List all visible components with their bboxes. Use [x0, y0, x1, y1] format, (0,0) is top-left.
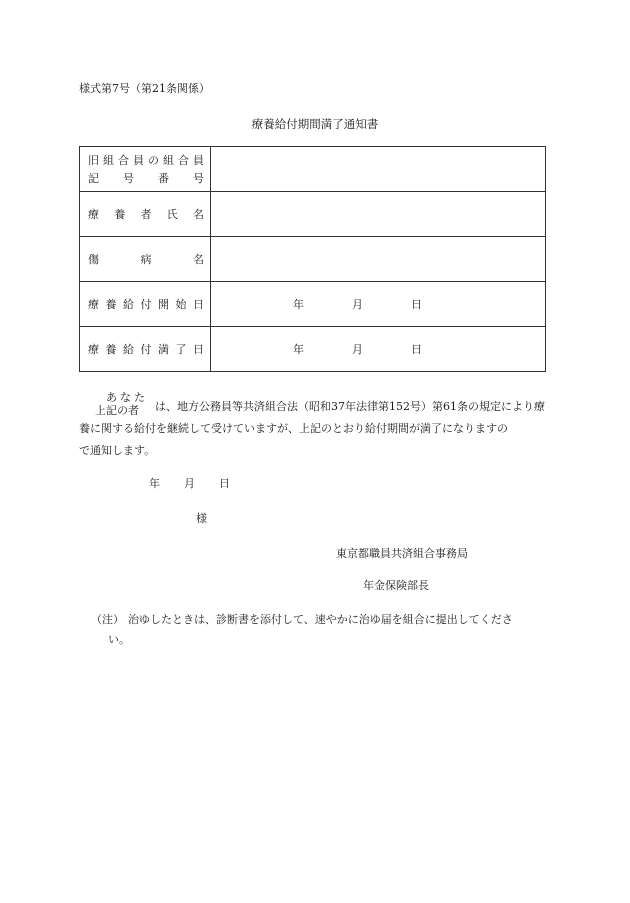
note-label: （注） — [91, 613, 124, 626]
table-row — [80, 192, 546, 237]
note-text-line-2: い。 — [108, 633, 130, 646]
label-cell-member-number — [80, 147, 211, 192]
notice-text-line-3: で通知します。 — [79, 444, 156, 457]
notice-text-line-2: 養に関する給付を継続して受けていますが、上記のとおり給付期間が満了になりますの — [79, 422, 508, 435]
label-char: 療 — [88, 208, 99, 221]
label-char: 傷 — [88, 253, 99, 266]
label-char: 日 — [193, 298, 204, 311]
label-char: 合 — [118, 154, 129, 167]
label-char: 療 — [88, 343, 99, 356]
label-char: 養 — [105, 298, 117, 311]
year-label: 年 — [293, 298, 304, 311]
date-month-label: 月 — [184, 477, 195, 490]
label-char: 者 — [140, 208, 152, 221]
label-char: 名 — [193, 208, 204, 221]
benefit-end-date-field[interactable] — [211, 327, 546, 372]
table-row — [80, 282, 546, 327]
label-cell-illness-name — [80, 237, 211, 282]
label-char: 日 — [193, 343, 204, 356]
label-char: 名 — [193, 253, 204, 266]
label-char: 員 — [193, 154, 204, 167]
label-char: 記 — [88, 172, 99, 185]
form-number: 様式第7号（第21条関係） — [79, 82, 210, 95]
table-row — [80, 147, 546, 192]
label-char: 給 — [123, 343, 134, 356]
label-char: の — [148, 154, 159, 167]
info-table — [79, 146, 546, 372]
label-char: 病 — [140, 253, 152, 266]
notice-option-above-person: 上記の者 — [95, 404, 139, 417]
label-char: 組 — [103, 154, 114, 167]
month-label: 月 — [352, 298, 363, 311]
date-year-label: 年 — [149, 477, 160, 490]
label-char: 旧 — [88, 154, 99, 167]
addressee-honorific: 様 — [196, 512, 207, 525]
notice-text-line-1: は、地方公務員等共済組合法（昭和37年法律第152号）第61条の規定により療 — [155, 400, 545, 413]
label-char: 号 — [193, 172, 204, 185]
note-text-line-1: 治ゆしたときは、診断書を添付して、速やかに治ゆ届を組合に提出してくださ — [128, 613, 513, 626]
year-label: 年 — [293, 343, 304, 356]
label-char: 付 — [140, 298, 152, 311]
label-char: 開 — [158, 298, 169, 311]
illness-name-field[interactable] — [211, 237, 546, 282]
day-label: 日 — [411, 343, 422, 356]
issuer-organization: 東京都職員共済組合事務局 — [336, 547, 468, 560]
label-char: 氏 — [166, 208, 178, 221]
notice-option-you: あなた — [106, 391, 148, 404]
label-char: 養 — [105, 343, 117, 356]
label-cell-benefit-start-date — [80, 282, 211, 327]
benefit-start-date-field[interactable] — [211, 282, 546, 327]
month-label: 月 — [352, 343, 363, 356]
table-row — [80, 237, 546, 282]
day-label: 日 — [411, 298, 422, 311]
table-row — [80, 327, 546, 372]
label-char: 了 — [175, 343, 187, 356]
issuer-title: 年金保険部長 — [363, 579, 429, 592]
label-char: 給 — [123, 298, 134, 311]
label-char: 合 — [178, 154, 189, 167]
date-day-label: 日 — [219, 477, 230, 490]
label-char: 番 — [158, 172, 169, 185]
label-char: 養 — [114, 208, 126, 221]
label-char: 始 — [175, 298, 187, 311]
label-char: 組 — [163, 154, 174, 167]
label-cell-patient-name — [80, 192, 211, 237]
label-char: 員 — [133, 154, 144, 167]
label-char: 付 — [140, 343, 152, 356]
label-char: 号 — [123, 172, 134, 185]
document-title: 療養給付期間満了通知書 — [251, 117, 379, 131]
label-cell-benefit-end-date — [80, 327, 211, 372]
label-char: 療 — [88, 298, 99, 311]
member-number-field[interactable] — [211, 147, 546, 192]
label-char: 満 — [158, 343, 169, 356]
patient-name-field[interactable] — [211, 192, 546, 237]
